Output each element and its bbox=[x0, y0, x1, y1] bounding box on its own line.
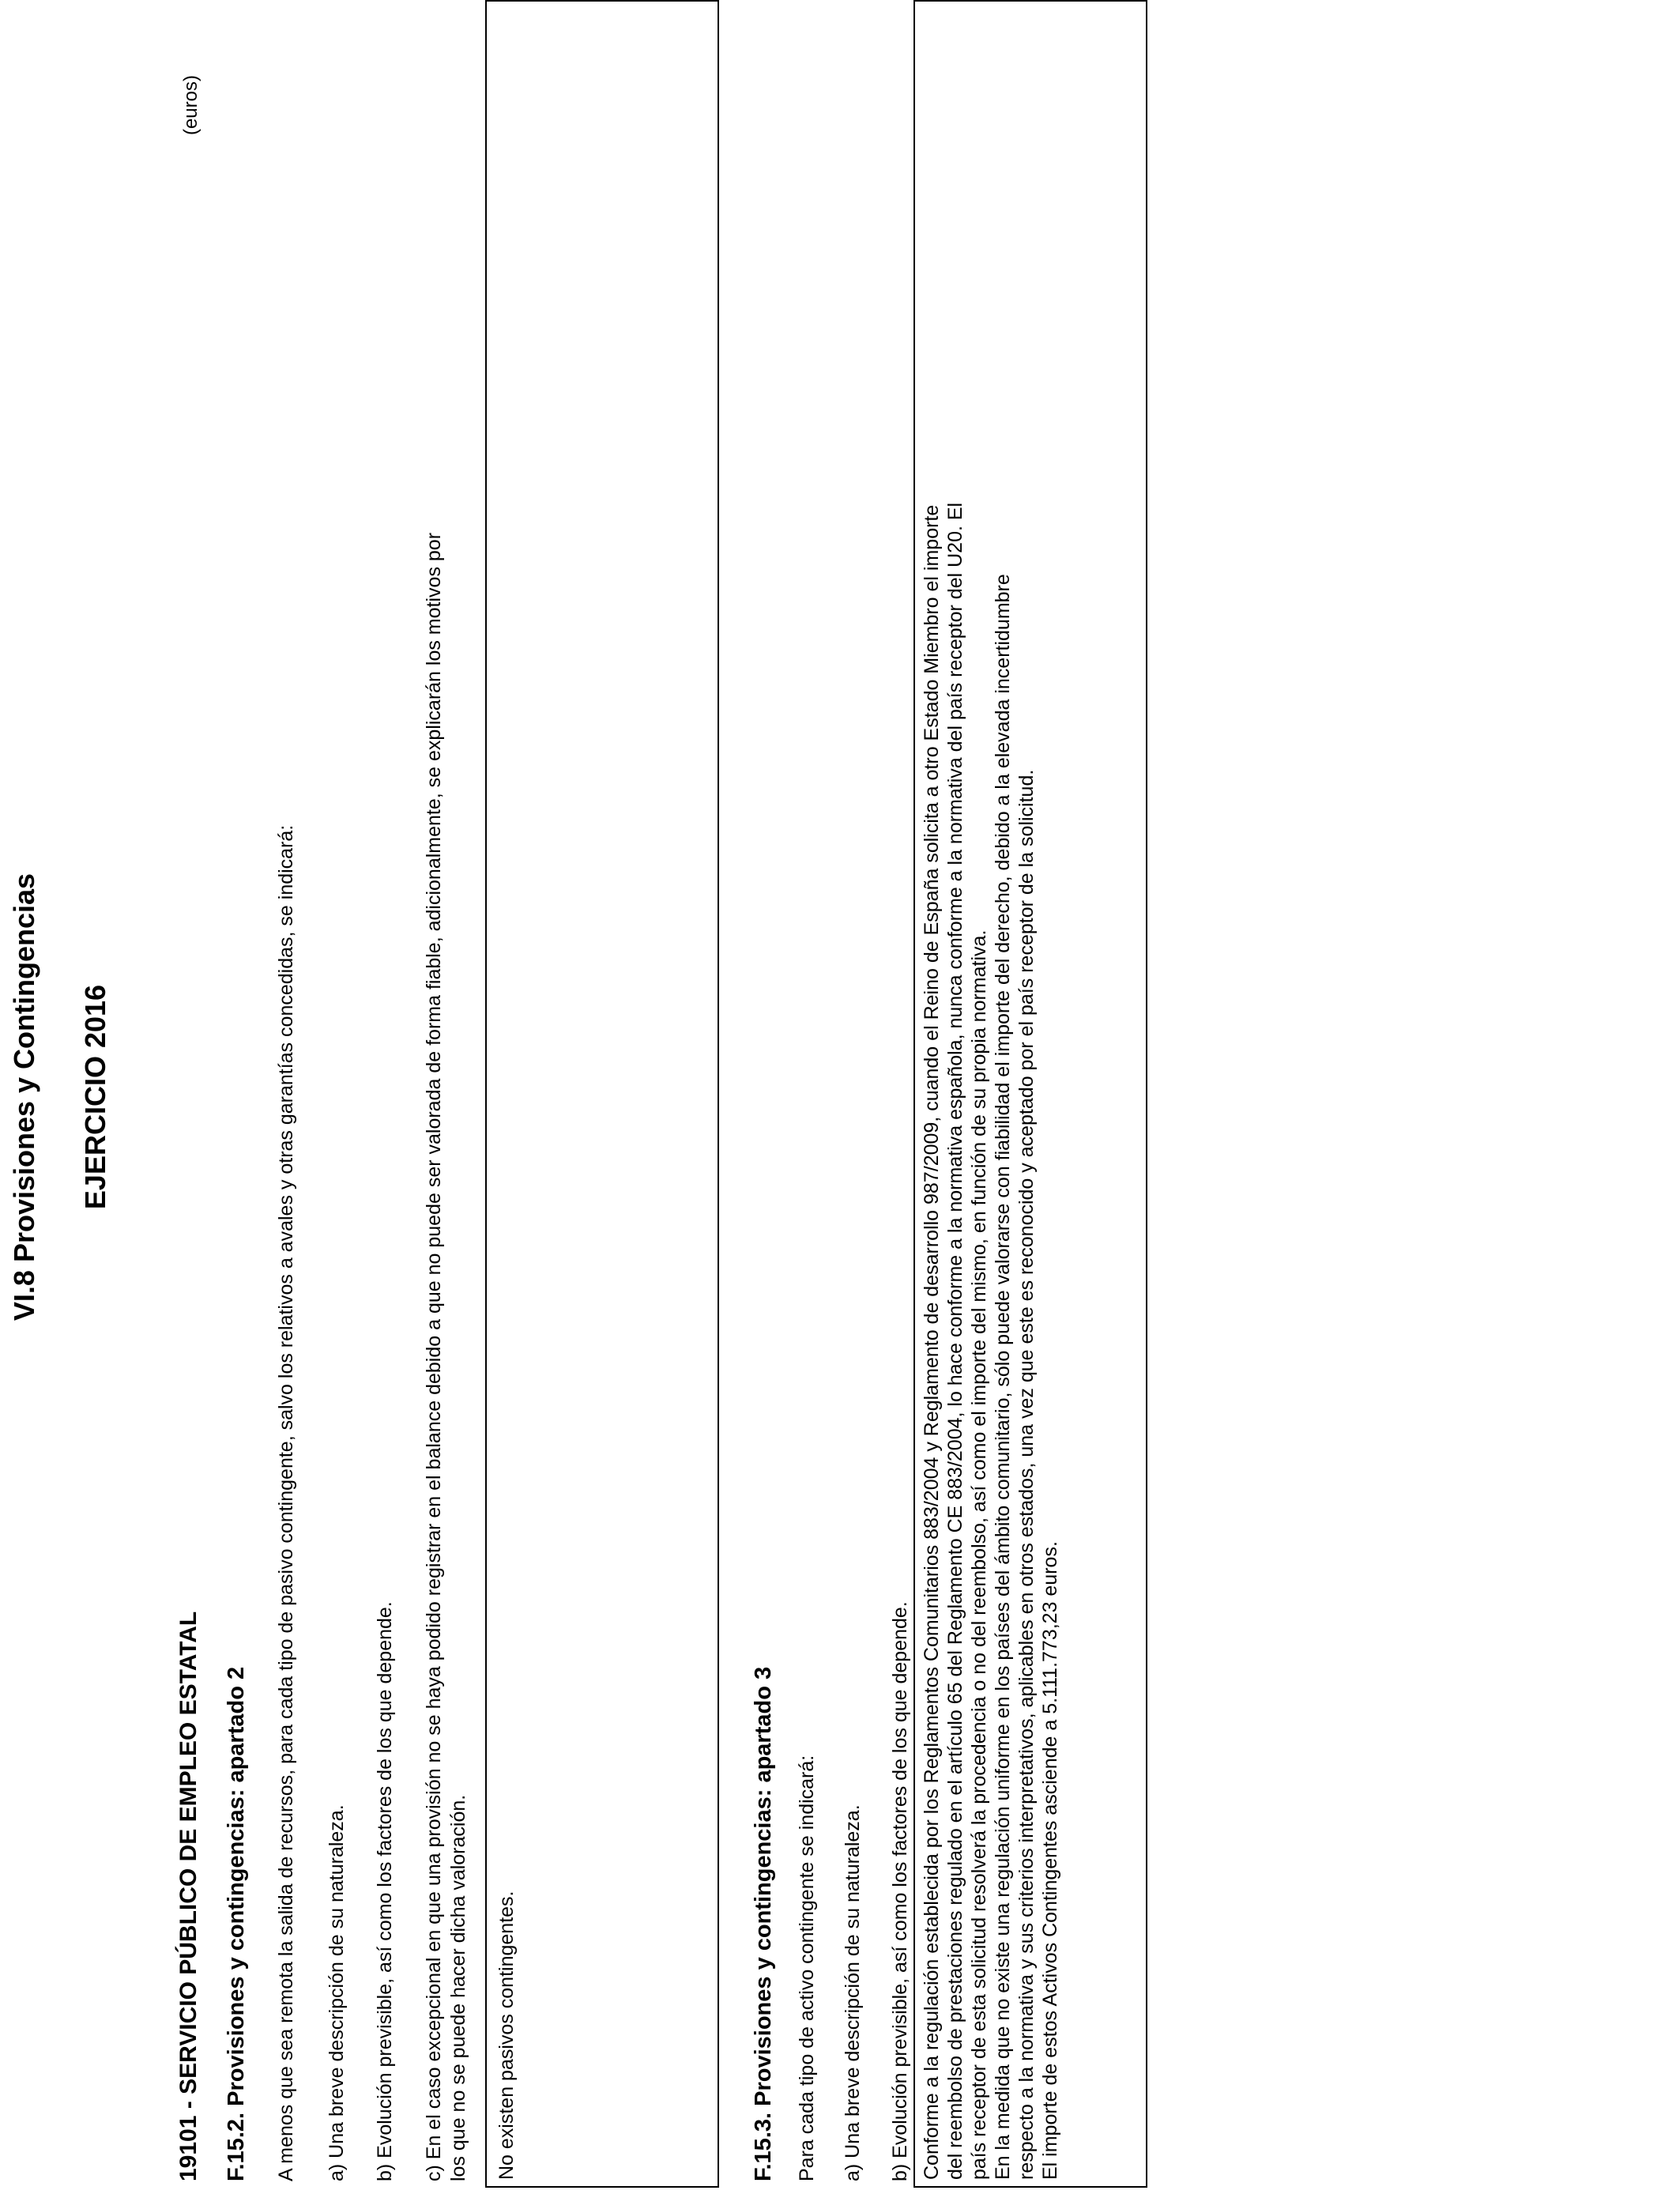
currency-note: (euros) bbox=[180, 75, 202, 136]
fiscal-year-title: EJERCICIO 2016 bbox=[79, 984, 111, 1210]
activo-response-line: El importe de estos Activos Contingentes asciende a 5.111.773,23 euros. bbox=[1039, 1541, 1061, 2180]
activo-response-line: En la medida que no existe una regulación uniforme en los países del ámbito comunitario, sólo puede valorarse con fiabilidad el importe del derecho, debido a la elevada incertidumbre bbox=[992, 574, 1014, 2180]
pasivo-item-b: b) Evolución previsible, así como los factores de los que depende. bbox=[374, 1601, 396, 2181]
pasivo-item-a: a) Una breve descripción de su naturaleza. bbox=[326, 1804, 348, 2181]
activo-response-text bbox=[920, 503, 1062, 2180]
pasivo-response-text: No existen pasivos contingentes. bbox=[495, 1891, 518, 2180]
activo-response-line: Conforme a la regulación establecida por los Reglamentos Comunitarios 883/2004 y Reglamento de desarrollo 987/2009, cuando el Reino de España solicita a otro Estado Miembro el importe bbox=[921, 504, 943, 2180]
entity-heading: 19101 - SERVICIO PÚBLICO DE EMPLEO ESTATAL bbox=[175, 1611, 202, 2181]
activo-item-b: b) Evolución previsible, así como los factores de los que depende. bbox=[889, 1601, 911, 2181]
section-heading-activo: F.15.3. Provisiones y contingencias: apartado 3 bbox=[751, 1666, 776, 2181]
activo-response-line: del reembolso de prestaciones regulado en el artículo 65 del Reglamento CE 883/2004, lo hace conforme a la normativa española, nunca conforme a la normativa del país receptor del U20. El bbox=[944, 502, 966, 2180]
activo-response-line: país receptor de esta solicitud resolverá la procedencia o no del reembolso, así como el importe del mismo, en función de su propia normativa. bbox=[968, 929, 990, 2180]
activo-response-box bbox=[913, 0, 1147, 2188]
section-heading-pasivo: F.15.2. Provisiones y contingencias: apartado 2 bbox=[224, 1666, 249, 2181]
pasivo-response-box bbox=[485, 0, 719, 2188]
pasivo-intro: A menos que sea remota la salida de recursos, para cada tipo de pasivo contingente, salvo los relativos a avales y otras garantías concedidas, se indicará: bbox=[275, 824, 297, 2181]
activo-item-a: a) Una breve descripción de su naturaleza. bbox=[842, 1804, 864, 2181]
pasivo-item-c-line2: los que no se puede hacer dicha valoración. bbox=[447, 1794, 469, 2181]
document-title: VI.8 Provisiones y Contingencias bbox=[8, 873, 40, 1321]
pasivo-item-c-line1: c) En el caso excepcional en que una provisión no se haya podido registrar en el balance debido a que no puede ser valorada de forma fiable, adicionalmente, se explicarán los motivos por bbox=[423, 532, 445, 2181]
activo-response-line: respecto a la normativa y sus criterios interpretativos, aplicables en otros estados, una vez que este es reconocido y aceptado por el país receptor de la solicitud. bbox=[1015, 769, 1038, 2180]
activo-intro: Para cada tipo de activo contingente se indicará: bbox=[796, 1755, 818, 2181]
